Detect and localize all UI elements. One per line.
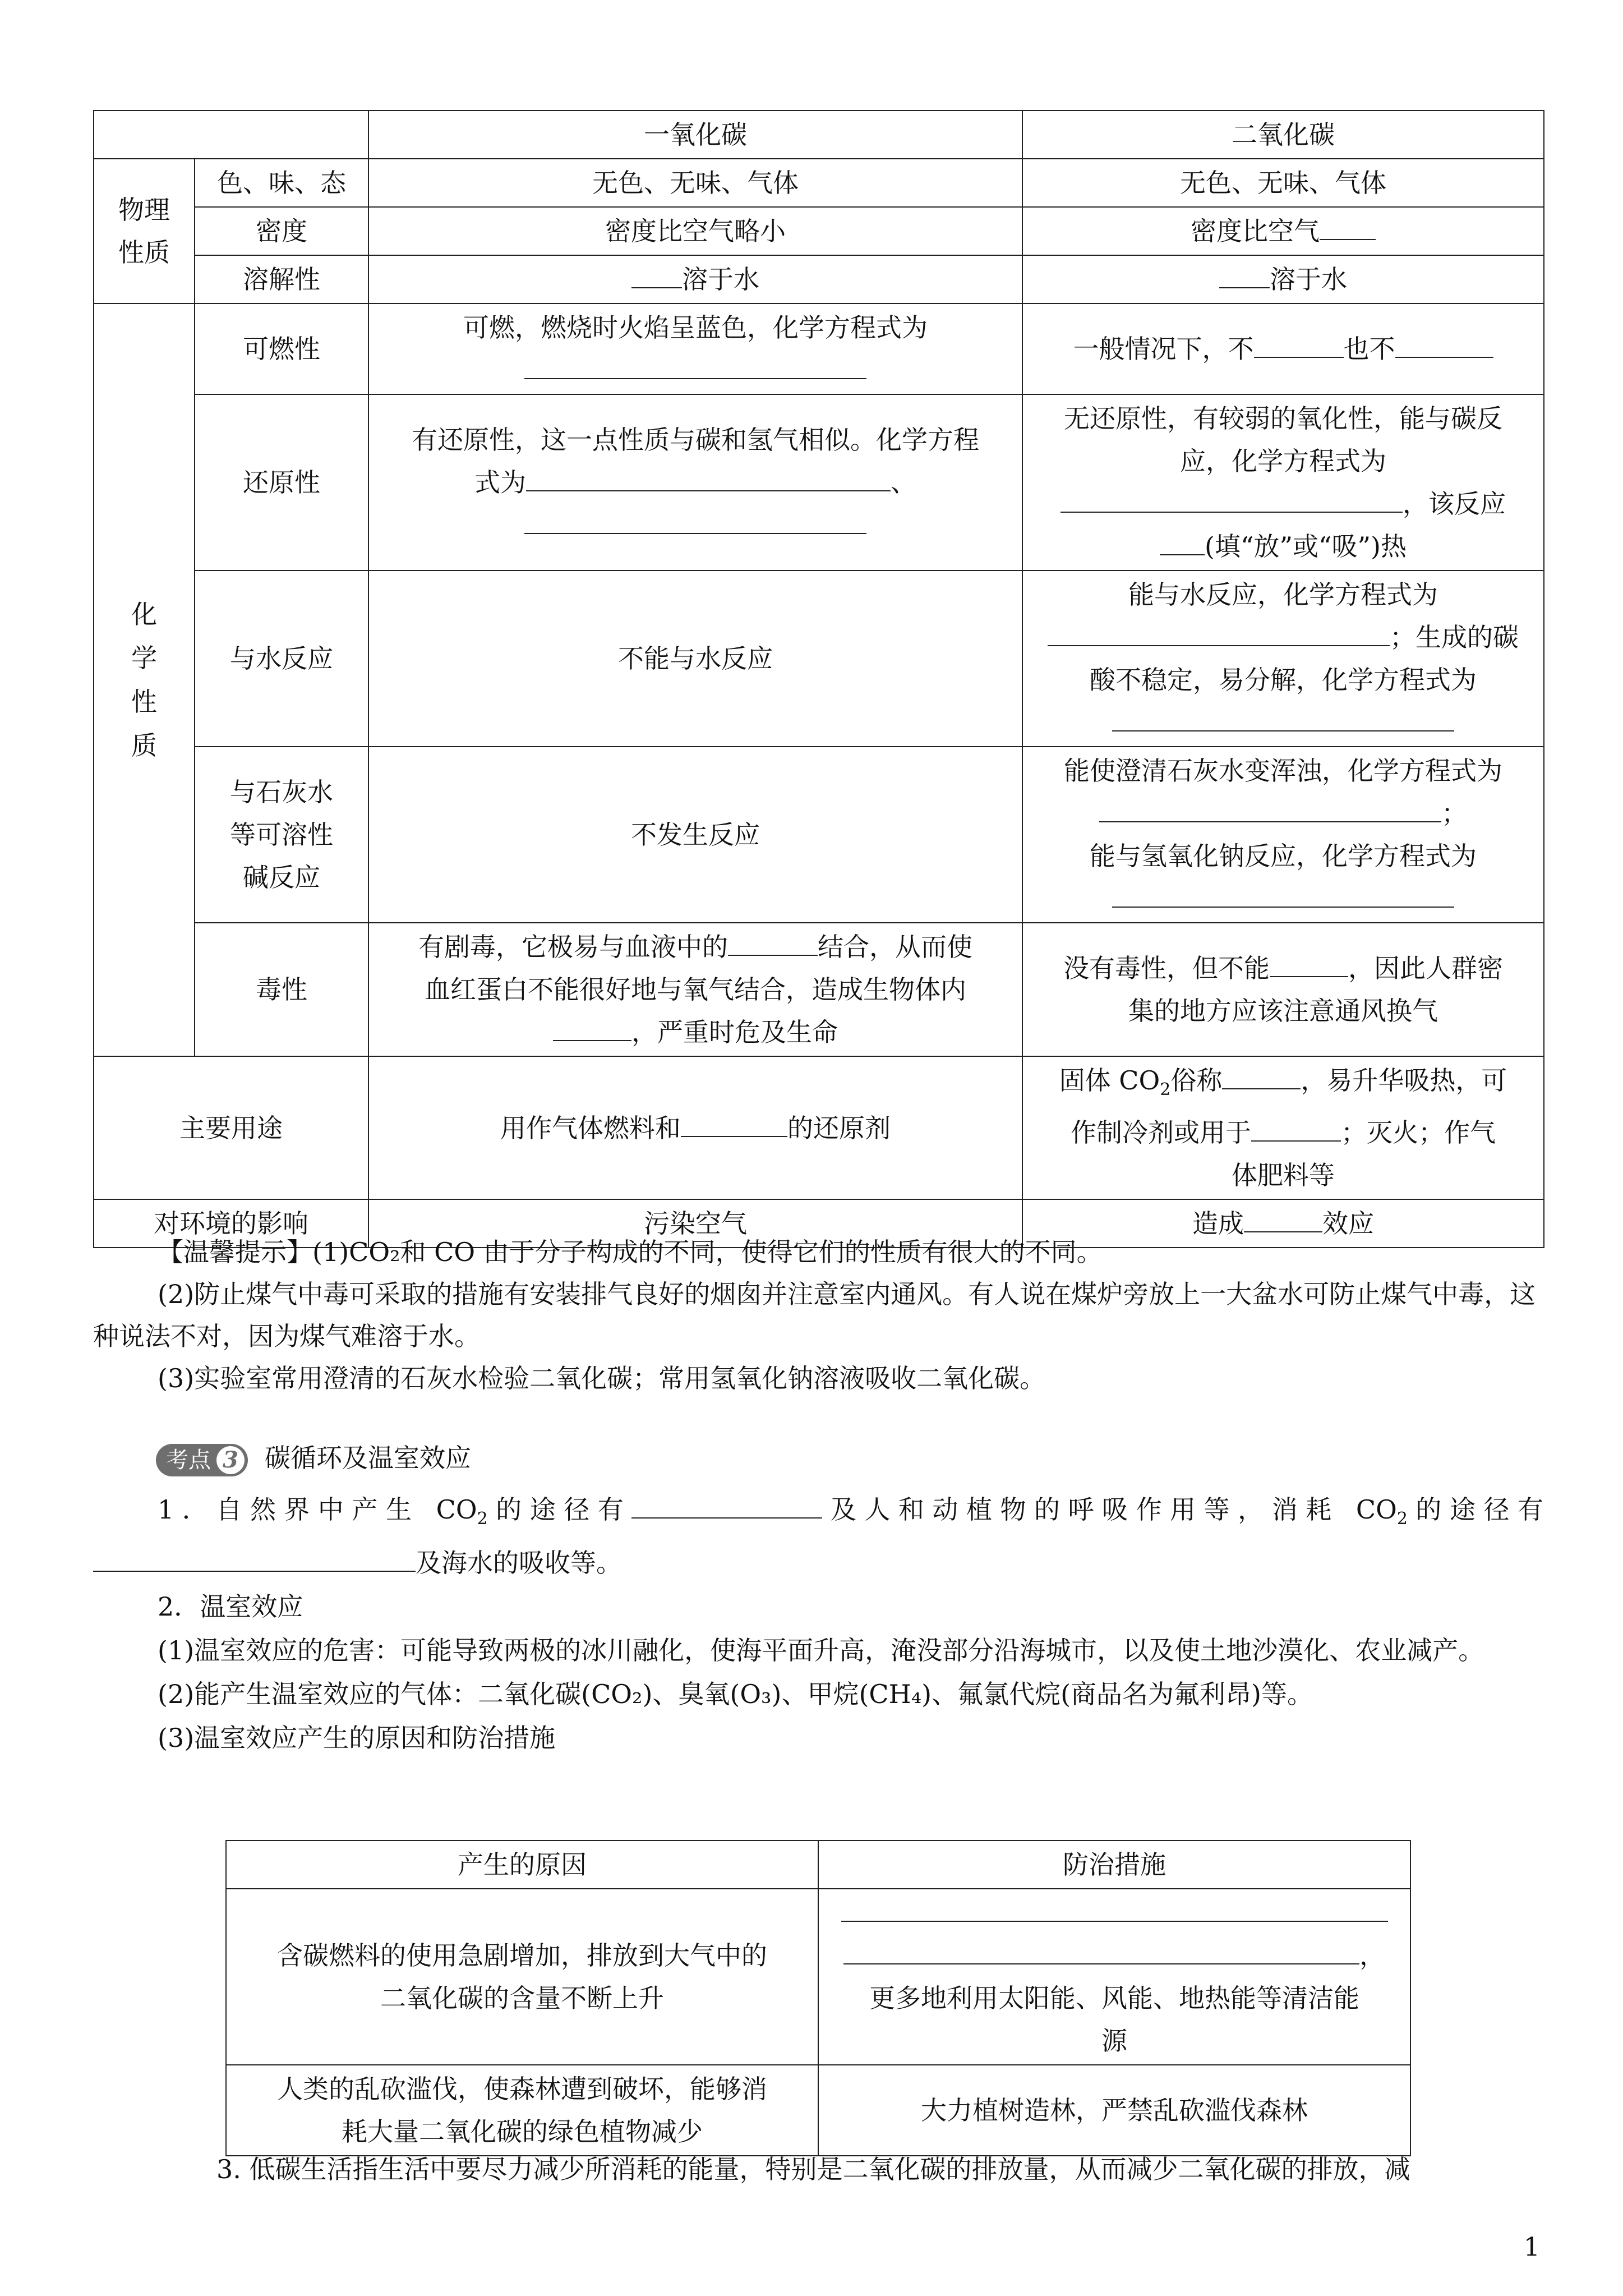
fill-blank[interactable] <box>1099 798 1441 822</box>
fill-blank[interactable] <box>524 510 866 534</box>
fill-blank[interactable] <box>1061 489 1403 513</box>
fill-blank[interactable] <box>1222 1065 1301 1089</box>
co-limewater-reaction: 不发生反应 <box>368 747 1022 923</box>
table-row <box>94 303 1544 394</box>
co-water-reaction: 不能与水反应 <box>368 570 1022 747</box>
table-row <box>94 255 1544 303</box>
physical-properties-label: 物理 性质 <box>94 159 195 303</box>
table-row <box>226 1841 1410 1889</box>
prop-solubility: 溶解性 <box>195 255 368 303</box>
fill-blank[interactable] <box>553 1017 631 1041</box>
co-co2-comparison-table <box>93 110 1544 1248</box>
item-2-s2: (2)能产生温室效应的气体：二氧化碳(CO₂)、臭氧(O₃)、甲烷(CH₄)、氟氯代烷(商品名为氟利昂)等。 <box>158 1679 1313 1710</box>
prop-limewater-reaction: 与石灰水 等可溶性 碱反应 <box>195 747 368 923</box>
table-row <box>94 1056 1544 1199</box>
cause-2: 人类的乱砍滥伐，使森林遭到破坏，能够消 耗大量二氧化碳的绿色植物减少 <box>226 2065 818 2156</box>
tips-p3: (3)实验室常用澄清的石灰水检验二氧化碳；常用氢氧化钠溶液吸收二氧化碳。 <box>158 1363 1046 1393</box>
fill-blank[interactable] <box>93 1548 416 1572</box>
co2-uses: 固体 $CO_2$俗称 ，易升华吸热，可 作制冷剂或用于 ；灭火；作气 体肥料等 <box>1022 1056 1544 1199</box>
item-1-line2: 及海水的吸收等。 <box>93 1541 1543 1585</box>
item-2-s3: (3)温室效应产生的原因和防治措施 <box>158 1723 556 1754</box>
header-co: 一氧化碳 <box>368 111 1022 159</box>
table-row <box>94 923 1544 1056</box>
section-3 <box>93 1436 1543 1760</box>
header-co2: 二氧化碳 <box>1022 111 1544 159</box>
co2-combustibility: 一般情况下，不 也不 <box>1022 303 1544 394</box>
fill-blank[interactable] <box>631 264 682 288</box>
item-1-line1: 1．自然界中产生 $CO_2$的途径有 及人和动植物的呼吸作用等，消耗 $CO_2$的途径有 <box>158 1494 1544 1529</box>
item-2: 2．温室效应 <box>158 1591 303 1622</box>
fill-blank[interactable] <box>1160 531 1205 555</box>
fill-blank[interactable] <box>1112 707 1454 731</box>
co-solubility: 溶于水 <box>368 255 1022 303</box>
fill-blank[interactable] <box>841 1898 1388 1922</box>
table-row <box>94 111 1544 159</box>
cause-1: 含碳燃料的使用急剧增加，排放到大气中的 二氧化碳的含量不断上升 <box>226 1889 818 2065</box>
co2-reducibility: 无还原性，有较弱的氧化性，能与碳反 应，化学方程式为 ，该反应 (填“放”或“吸”)热 <box>1022 394 1544 570</box>
co-density: 密度比空气略小 <box>368 207 1022 255</box>
co-environment: 污染空气 <box>368 1199 1022 1248</box>
fill-blank[interactable] <box>1048 622 1390 646</box>
co-uses: 用作气体燃料和 的还原剂 <box>368 1056 1022 1199</box>
table-row <box>226 1889 1410 2065</box>
section-heading <box>156 1436 1543 1480</box>
fill-blank[interactable] <box>1251 1117 1341 1142</box>
co-toxicity: 有剧毒，它极易与血液中的 结合，从而使 血红蛋白不能很好地与氧气结合，造成生物体内 ，严重时危及生命 <box>368 923 1022 1056</box>
fill-blank[interactable] <box>631 1494 822 1519</box>
uses-label: 主要用途 <box>94 1056 368 1199</box>
prop-toxicity: 毒性 <box>195 923 368 1056</box>
fill-blank[interactable] <box>1320 216 1376 240</box>
fill-blank[interactable] <box>1244 1208 1322 1232</box>
prop-reducibility: 还原性 <box>195 394 368 570</box>
prop-combustibility: 可燃性 <box>195 303 368 394</box>
co2-toxicity: 没有毒性，但不能 ，因此人群密 集的地方应该注意通风换气 <box>1022 923 1544 1056</box>
fill-blank[interactable] <box>681 1112 787 1137</box>
co2-water-reaction: 能与水反应，化学方程式为 ；生成的碳 酸不稳定，易分解，化学方程式为 <box>1022 570 1544 747</box>
prop-water-reaction: 与水反应 <box>195 570 368 747</box>
table-row <box>94 159 1544 207</box>
fill-blank[interactable] <box>1219 264 1270 288</box>
co2-solubility: 溶于水 <box>1022 255 1544 303</box>
section-badge: 考点 3 <box>156 1444 248 1476</box>
co2-environment: 造成 效应 <box>1022 1199 1544 1248</box>
greenhouse-causes-table <box>225 1840 1411 2156</box>
header-measure: 防治措施 <box>818 1841 1410 1889</box>
tips-section <box>93 1231 1543 1400</box>
chemical-properties-label: 化 学 性 质 <box>94 303 195 1056</box>
table-row <box>94 207 1544 255</box>
co2-limewater-reaction: 能使澄清石灰水变浑浊，化学方程式为 ； 能与氢氧化钠反应，化学方程式为 <box>1022 747 1544 923</box>
table-row <box>226 2065 1410 2156</box>
co-appearance: 无色、无味、气体 <box>368 159 1022 207</box>
co-combustibility: 可燃，燃烧时火焰呈蓝色，化学方程式为 <box>368 303 1022 394</box>
table-row <box>94 747 1544 923</box>
prop-appearance: 色、味、态 <box>195 159 368 207</box>
fill-blank[interactable] <box>1270 953 1348 977</box>
fill-blank[interactable] <box>526 467 891 491</box>
prop-density: 密度 <box>195 207 368 255</box>
co2-appearance: 无色、无味、气体 <box>1022 159 1544 207</box>
table-corner-cell <box>94 111 368 159</box>
measure-2: 大力植树造林，严禁乱砍滥伐森林 <box>818 2065 1410 2156</box>
fill-blank[interactable] <box>843 1940 1359 1964</box>
fill-blank[interactable] <box>1254 334 1344 358</box>
fill-blank[interactable] <box>728 932 818 956</box>
item-3: 3. 低碳生活指生活中要尽力减少所消耗的能量，特别是二氧化碳的排放量，从而减少二氧化碳的排放，减 <box>216 2154 1410 2184</box>
table-row <box>94 394 1544 570</box>
environment-label: 对环境的影响 <box>94 1199 368 1248</box>
item-2-s1: (1)温室效应的危害：可能导致两极的冰川融化，使海平面升高，淹没部分沿海城市，以及使土地沙漠化、农业减产。 <box>158 1635 1484 1666</box>
co-reducibility: 有还原性，这一点性质与碳和氢气相似。化学方程 式为 、 <box>368 394 1022 570</box>
section-title: 碳循环及温室效应 <box>265 1443 471 1473</box>
page-number: 1 <box>1523 2231 1540 2262</box>
header-cause: 产生的原因 <box>226 1841 818 1889</box>
measure-1: ， 更多地利用太阳能、风能、地热能等清洁能 源 <box>818 1889 1410 2065</box>
fill-blank[interactable] <box>1112 884 1454 908</box>
tips-p1: 【温馨提示】(1)CO₂和 CO 由于分子构成的不同，使得它们的性质有很大的不同。 <box>158 1237 1103 1267</box>
fill-blank[interactable] <box>524 355 866 379</box>
tips-p2: (2)防止煤气中毒可采取的措施有安装排气良好的烟囱并注意室内通风。有人说在煤炉旁放上一大盆水可防止煤气中毒，这种说法不对，因为煤气难溶于水。 <box>93 1279 1536 1351</box>
fill-blank[interactable] <box>1395 334 1493 358</box>
co2-density: 密度比空气 <box>1022 207 1544 255</box>
table-row <box>94 570 1544 747</box>
